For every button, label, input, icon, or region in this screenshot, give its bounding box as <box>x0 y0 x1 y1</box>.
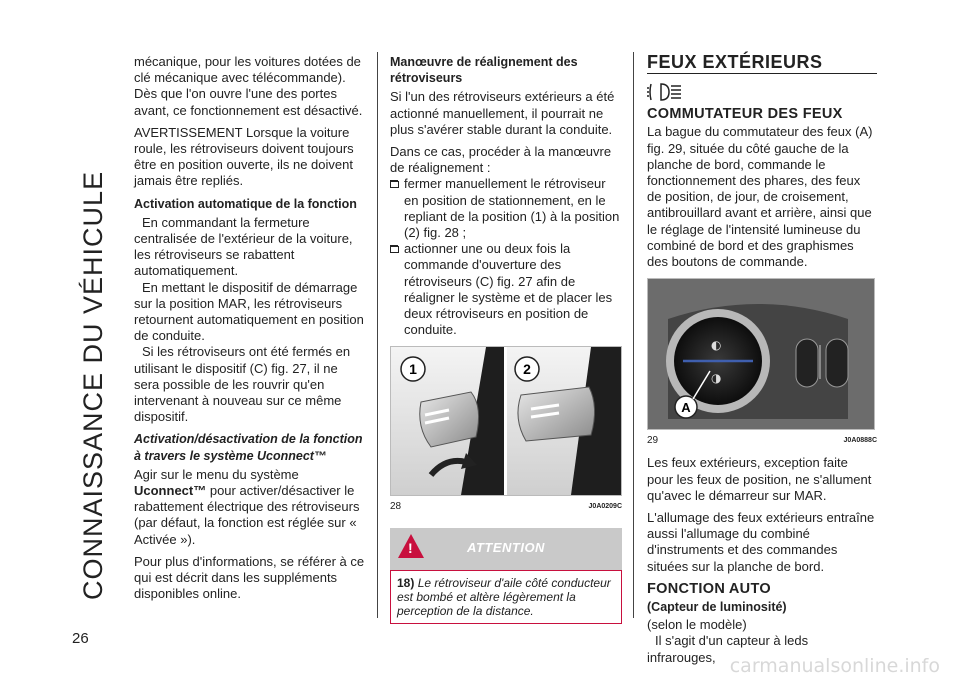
figure-caption <box>647 433 877 449</box>
figure-number: 28 <box>390 501 402 513</box>
paragraph: En commandant la fermeture centralisée de l'extérieur de la voiture, les rétroviseurs se rabattent automatiquement. <box>134 214 353 279</box>
figure-code: J0A0209C <box>588 503 622 511</box>
figure-label-2: 2 <box>523 361 531 378</box>
column-3 <box>647 54 877 672</box>
warning-body <box>390 570 622 624</box>
subheading: Activation/désactivation de la fonction à travers le système Uconnect™ <box>134 432 363 463</box>
figure-caption <box>390 499 622 515</box>
figure-label-1: 1 <box>409 361 417 378</box>
svg-text:◐: ◐ <box>711 338 722 353</box>
svg-text:◑: ◑ <box>711 371 722 386</box>
paragraph: Dans ce cas, procéder à la manœuvre de réalignement : <box>390 144 612 176</box>
paragraph: mécanique, pour les voitures dotées de clé mécanique avec télécommande). Dès que l'on ouvre l'une des portes avant, ce fonctionnement est désactivé. <box>134 54 363 118</box>
watermark: carmanualsonline.info <box>729 655 940 677</box>
page-number: 26 <box>72 630 89 647</box>
figure-code: J0A0888C <box>843 437 877 445</box>
subsection-title: FONCTION AUTO <box>647 580 771 597</box>
paragraph: Si les rétroviseurs ont été fermés en utilisant le dispositif (C) fig. 27, il ne sera possible de les rouvrir qu'en intervenant à nouveau sur ce même dispositif. <box>134 344 351 425</box>
section-title: FEUX EXTÉRIEURS <box>647 54 877 74</box>
paragraph: Pour plus d'informations, se référer à ce qui est décrit dans les suppléments disponibles online. <box>134 553 365 602</box>
warning-paragraph: AVERTISSEMENT Lorsque la voiture roule, les rétroviseurs doivent toujours être en position ouverte, ils ne doivent jamais être repliés. <box>134 124 354 189</box>
paragraph: (selon le modèle) <box>647 617 747 633</box>
paragraph: Si l'un des rétroviseurs extérieurs a été actionné manuellement, il pourrait ne plus s'avérer stable durant la conduite. <box>390 89 615 137</box>
warning-text: Le rétroviseur d'aile côté conducteur est bombé et altère légèrement la perception de la distance. <box>397 575 611 618</box>
figure-label-a: A <box>681 400 691 416</box>
headlight-symbol-icon <box>647 80 877 104</box>
light-switch-illustration <box>648 279 874 429</box>
paragraph: La bague du commutateur des feux (A) fig. 29, située du côté gauche de la planche de bord, commande le fonctionnement des phares, des feux de position, de jour, de croisement, antibrouillard avant et arrière, ainsi que le réglage de l'intensité lumineuse du combiné de bord et des graphismes des boutons de commande. <box>647 124 873 270</box>
paragraph: Les feux extérieurs, exception faite pour les feux de position, ne s'allument qu'avec le démarreur sur MAR. <box>647 455 872 503</box>
warning-header <box>390 528 622 570</box>
paragraph: L'allumage des feux extérieurs entraîne aussi l'allumage du combiné d'instruments et des commandes situées sur la planche de bord. <box>647 510 875 574</box>
subheading: (Capteur de luminosité) <box>647 600 787 615</box>
bullet-icon <box>390 245 399 253</box>
subsection-title: COMMUTATEUR DES FEUX <box>647 106 843 123</box>
uconnect-term: Uconnect™ <box>134 483 207 499</box>
figure-29 <box>647 278 875 430</box>
column-divider <box>377 52 378 618</box>
column-1 <box>134 54 366 609</box>
column-divider <box>633 52 634 618</box>
sidebar <box>70 40 110 640</box>
list-item: fermer manuellement le rétroviseur en position de stationnement, en le repliant de la position (1) à la position (2) fig. 28 ; <box>390 176 622 241</box>
warning-label: ATTENTION <box>467 539 545 555</box>
figure-number: 29 <box>647 435 659 447</box>
chapter-title: CONNAISSANCE DU VÉHICULE <box>78 170 108 600</box>
subheading: Activation automatique de la fonction <box>134 196 357 211</box>
bullet-icon <box>390 180 399 188</box>
paragraph: Il s'agit d'un capteur à leds infrarouges, <box>647 633 809 665</box>
paragraph: Agir sur le menu du système Uconnect™ pour activer/désactiver le rabattement électrique des rétroviseurs (par défaut, la fonction est réglée sur « Activée »). <box>134 466 360 547</box>
warning-box <box>390 528 622 624</box>
paragraph: En mettant le dispositif de démarrage sur la position MAR, les rétroviseurs retournent automatiquement en position de conduite. <box>134 279 364 344</box>
subheading: Manœuvre de réalignement des rétroviseurs <box>390 55 578 86</box>
mirror-fold-illustration <box>391 347 621 495</box>
column-2 <box>390 54 622 624</box>
figure-28 <box>390 346 622 496</box>
list-item: actionner une ou deux fois la commande d'ouverture des rétroviseurs (C) fig. 27 afin de réaligner le système et de placer les deux rétroviseurs en position de conduite. <box>390 241 622 338</box>
warning-number: 18) <box>397 575 415 590</box>
